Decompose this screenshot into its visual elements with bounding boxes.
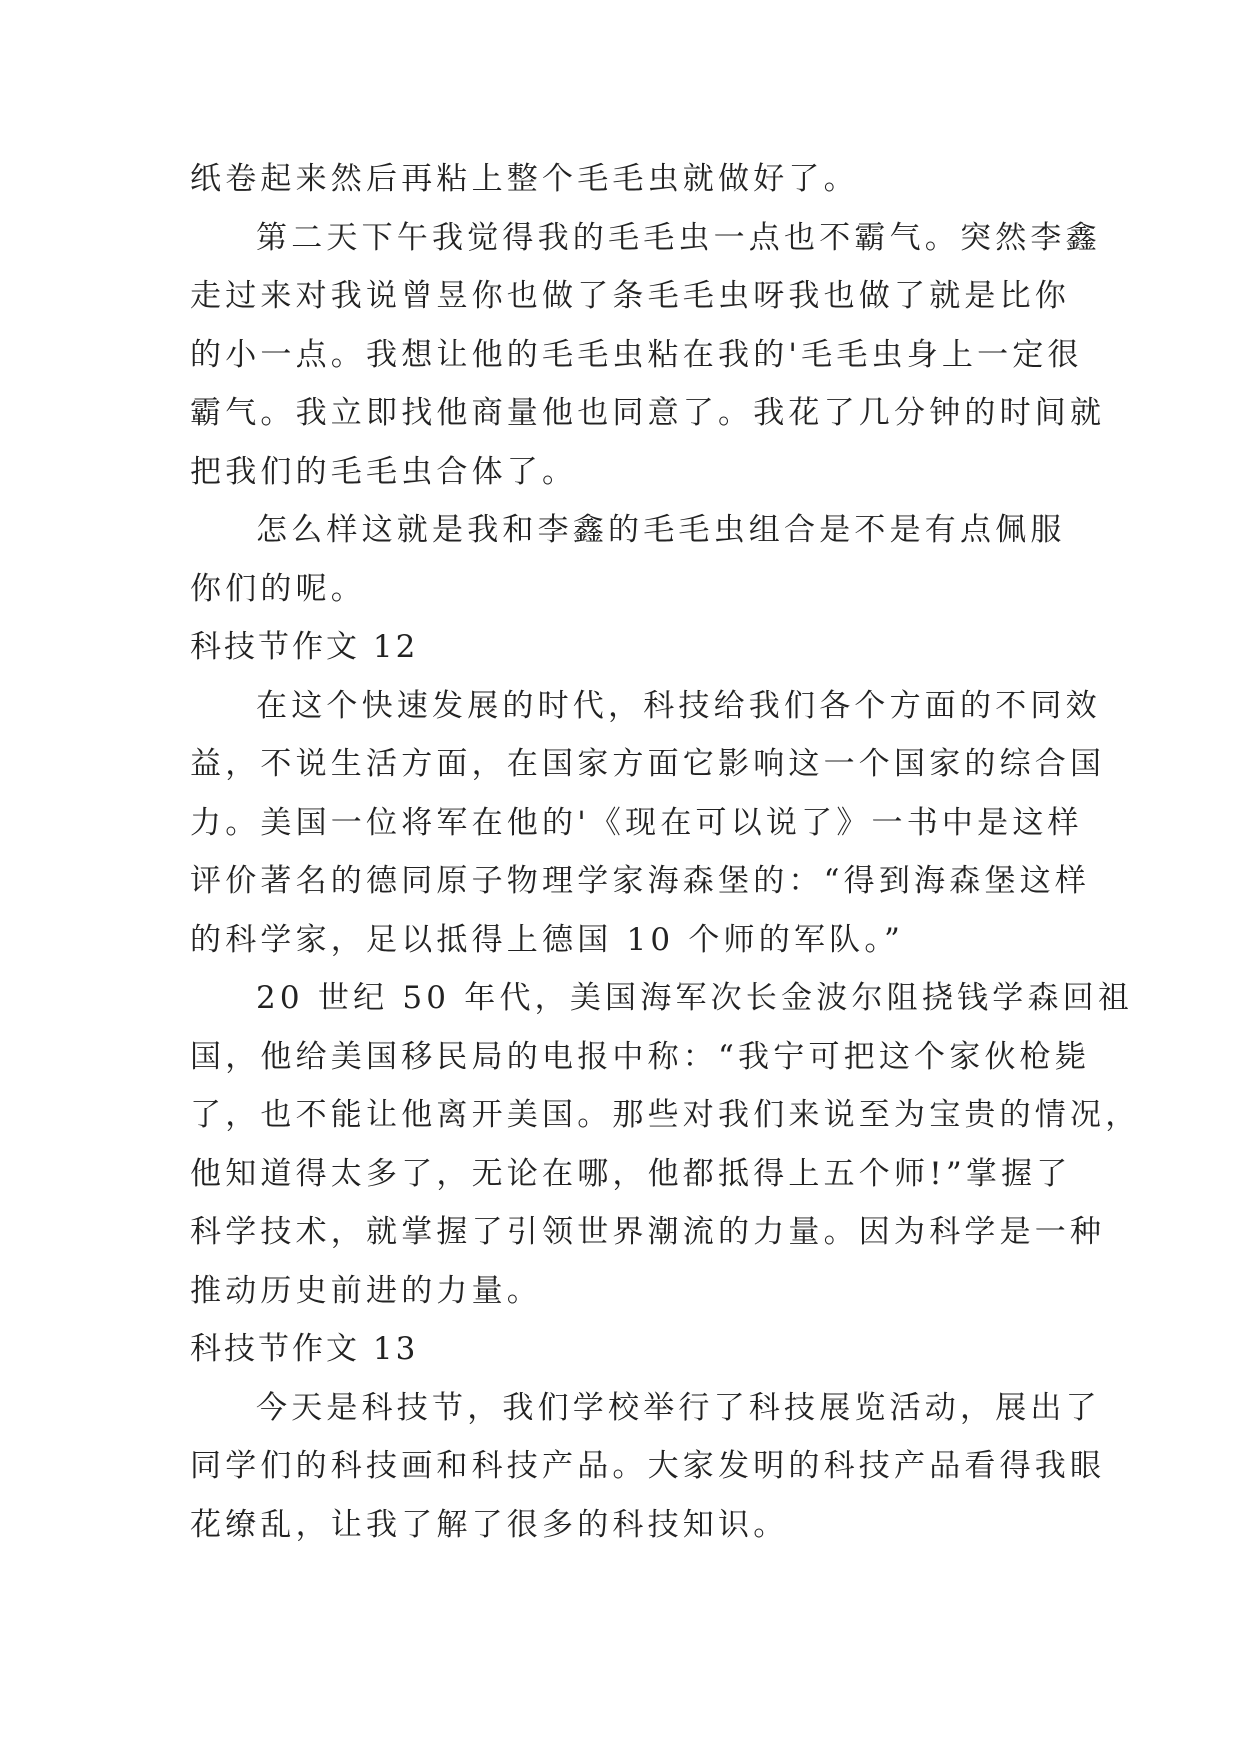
paragraph-first-line: 20 世纪 50 年代，美国海军次长金波尔阻挠钱学森回祖 xyxy=(256,980,1134,1016)
paragraph-first-line: 在这个快速发展的时代，科技给我们各个方面的不同效 xyxy=(256,687,1101,724)
text-line: 你们的呢。 xyxy=(190,570,366,607)
text-line: 科学技术，就掌握了引领世界潮流的力量。因为科学是一种 xyxy=(190,1214,1106,1250)
text-line: 纸卷起来然后再粘上整个毛毛虫就做好了。 xyxy=(190,161,859,197)
text-line: 霸气。我立即找他商量他也同意了。我花了几分钟的时间就 xyxy=(190,395,1106,431)
document-page xyxy=(190,150,1141,1554)
text-line: 他知道得太多了，无论在哪，他都抵得上五个师!”掌握了 xyxy=(190,1155,1072,1192)
text-line: 益，不说生活方面，在国家方面它影响这一个国家的综合国 xyxy=(190,746,1106,782)
paragraph-first-line: 第二天下午我觉得我的毛毛虫一点也不霸气。突然李鑫 xyxy=(256,219,1101,256)
section-heading: 科技节作文 13 xyxy=(190,1331,419,1367)
text-line: 同学们的科技画和科技产品。大家发明的科技产品看得我眼 xyxy=(190,1448,1106,1484)
paragraph-first-line: 怎么样这就是我和李鑫的毛毛虫组合是不是有点佩服 xyxy=(256,512,1066,548)
text-line: 评价著名的德同原子物理学家海森堡的：“得到海森堡这样 xyxy=(190,863,1091,899)
text-line: 国，他给美国移民局的电报中称：“我宁可把这个家伙枪毙 xyxy=(190,1038,1091,1075)
text-line: 的小一点。我想让他的毛毛虫粘在我的'毛毛虫身上一定很 xyxy=(190,336,1083,373)
text-line: 力。美国一位将军在他的'《现在可以说了》一书中是这样 xyxy=(190,804,1083,841)
text-line: 推动历史前进的力量。 xyxy=(190,1272,542,1309)
text-line: 的科学家，足以抵得上德国 10 个师的军队。” xyxy=(190,921,905,958)
paragraph-first-line: 今天是科技节，我们学校举行了科技展览活动，展出了 xyxy=(256,1389,1101,1426)
text-line: 把我们的毛毛虫合体了。 xyxy=(190,453,578,490)
section-heading: 科技节作文 12 xyxy=(190,629,419,665)
text-line: 了，也不能让他离开美国。那些对我们来说至为宝贵的情况， xyxy=(190,1097,1141,1133)
text-line: 花缭乱，让我了解了很多的科技知识。 xyxy=(190,1506,789,1543)
text-line: 走过来对我说曾昱你也做了条毛毛虫呀我也做了就是比你 xyxy=(190,278,1070,314)
